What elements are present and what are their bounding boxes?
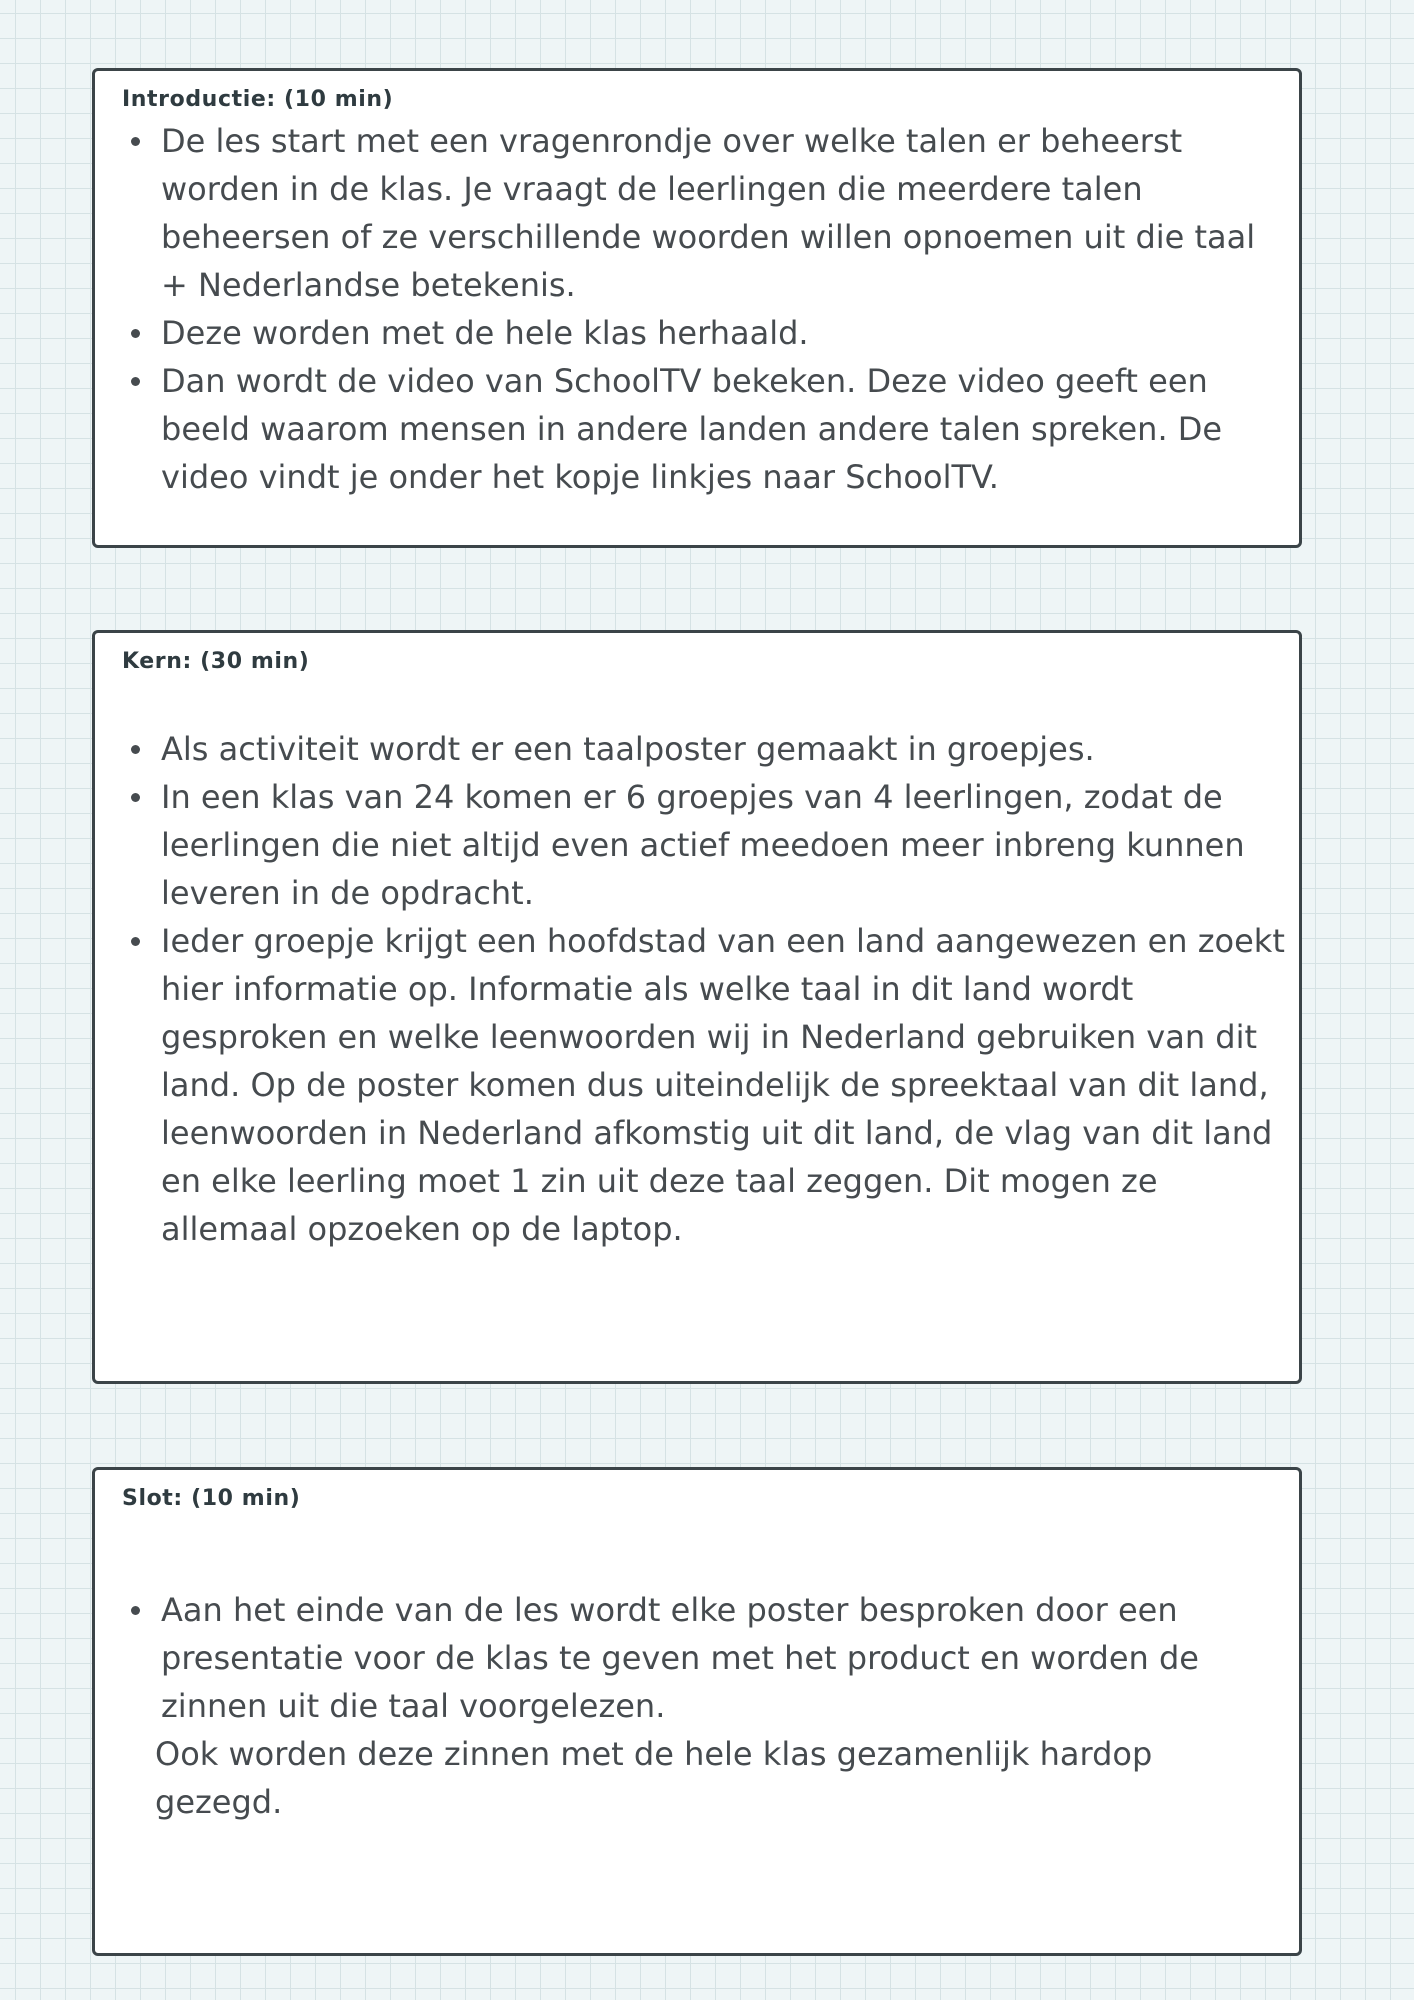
bullet-icon [131,745,140,754]
section-title: Introductie: (10 min) [122,87,394,112]
list-item-text: Aan het einde van de les wordt elke poster besproken door een presentatie voor de klas te geven met het product en worden de zinnen uit die taal voorgelezen. [161,1591,1199,1725]
bullet-icon [131,377,140,386]
list-item [122,309,1285,357]
list-item-text: In een klas van 24 komen er 6 groepjes van 4 leerlingen, zodat de leerlingen die niet altijd even actief meedoen meer inbreng kunnen leveren in de opdracht. [161,778,1245,912]
closing-note: Ook worden deze zinnen met de hele klas gezamenlijk hardop gezegd. [155,1735,1153,1821]
section-title: Kern: (30 min) [122,649,310,674]
section-title: Slot: (10 min) [122,1486,301,1511]
bullet-icon [131,793,140,802]
section-introductie [92,68,1302,548]
bullet-icon [131,329,140,338]
list-item [122,1586,1285,1730]
bullet-list [122,1586,1285,1730]
list-item [122,725,1285,773]
list-item-text: Ieder groepje krijgt een hoofdstad van een land aangewezen en zoekt hier informatie op. Informatie als welke taal in dit land wordt gesproken en welke leenwoorden wij in Nederland gebruiken van dit land. Op de poster komen dus uiteindelijk de spreektaal van dit land, leenwoorden in Nederland afkomstig uit dit land, de vlag van dit land en elke leerling moet 1 zin uit deze taal zeggen. Dit mogen ze allemaal opzoeken op de laptop. [161,922,1285,1248]
list-item-text: Dan wordt de video van SchoolTV bekeken. Deze video geeft een beeld waarom mensen in andere landen andere talen spreken. De video vindt je onder het kopje linkjes naar SchoolTV. [161,362,1223,496]
bullet-list [122,117,1285,501]
bullet-icon [131,137,140,146]
list-item [122,773,1285,917]
list-item-text: Als activiteit wordt er een taalposter gemaakt in groepjes. [161,730,1095,768]
list-item-text: Deze worden met de hele klas herhaald. [161,314,809,352]
list-item [122,357,1285,501]
bullet-icon [131,1606,140,1615]
section-kern [92,630,1302,1384]
list-item-text: De les start met een vragenrondje over welke talen er beheerst worden in de klas. Je vraagt de leerlingen die meerdere talen beheersen of ze verschillende woorden willen opnoemen uit die taal + Nederlandse betekenis. [161,122,1256,304]
section-slot [92,1467,1302,1956]
list-item [122,117,1285,309]
bullet-icon [131,937,140,946]
list-item [122,917,1285,1253]
bullet-list [122,725,1285,1253]
